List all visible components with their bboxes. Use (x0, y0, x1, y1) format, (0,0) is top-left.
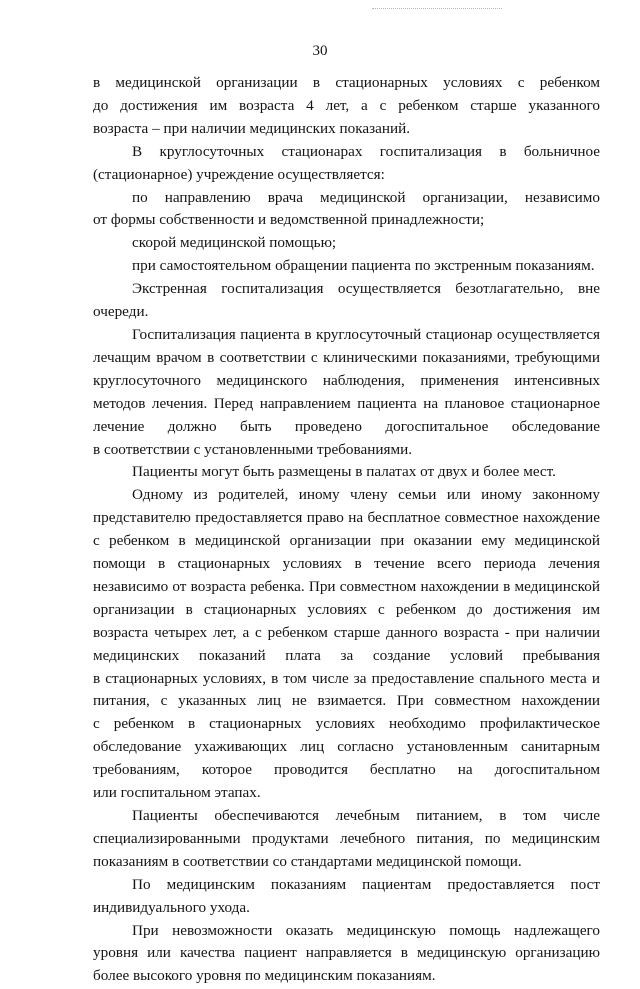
text-line: лечение должно быть проведено догоспитальное обследование (93, 417, 600, 435)
text-line: скорой медицинской помощью; (132, 234, 337, 252)
text-line: (стационарное) учреждение осуществляется: (93, 165, 385, 183)
text-line: Пациенты могут быть размещены в палатах от двух и более мест. (132, 463, 556, 481)
text-line: специализированными продуктами лечебного питания, по медицинским (93, 829, 600, 847)
text-line: возраста четырех лет, а с ребенком старше данного возраста - при наличии (93, 623, 600, 641)
text-line: в стационарных условиях, в том числе за предоставление спального места и (93, 669, 600, 687)
text-line: в соответствии с установленными требованиями. (93, 440, 412, 458)
text-line: Экстренная госпитализация осуществляется безотлагательно, вне (132, 280, 600, 298)
text-line: с ребенком в медицинской организации при оказании ему медицинской (93, 532, 600, 550)
text-line: независимо от возраста ребенка. При совместном нахождении в медицинской (93, 577, 600, 595)
text-line: в медицинской организации в стационарных условиях с ребенком (93, 74, 600, 91)
text-line: обследование ухаживающих лиц согласно установленным санитарным (93, 738, 600, 756)
text-line: с ребенком в стационарных условиях необходимо профилактическое (93, 715, 600, 733)
text-line: круглосуточного медицинского наблюдения, применения интенсивных (93, 371, 600, 389)
text-line: показаниям в соответствии со стандартами медицинской помощи. (93, 852, 522, 870)
text-line: При невозможности оказать медицинскую помощь надлежащего (132, 921, 600, 939)
text-line: очереди. (93, 303, 149, 321)
text-line: до достижения им возраста 4 лет, а с ребенком старше указанного (93, 96, 600, 114)
text-line: индивидуального ухода. (93, 898, 250, 916)
text-line: По медицинским показаниям пациентам предоставляется пост (132, 875, 600, 893)
text-line: или госпитальном этапах. (93, 784, 261, 802)
text-line: методов лечения. Перед направлением пациента на плановое стационарное (93, 394, 600, 412)
text-line: более высокого уровня по медицинским показаниям. (93, 967, 436, 985)
text-line: медицинских показаний плата за создание условий пребывания (93, 646, 600, 664)
text-line: возраста – при наличии медицинских показаний. (93, 119, 411, 137)
text-line: требованиям, которое проводится бесплатно на догоспитальном (93, 761, 600, 779)
document-body (93, 73, 600, 989)
text-line: лечащим врачом в соответствии с клиническими показаниями, требующими (93, 348, 600, 366)
text-line: Одному из родителей, иному члену семьи или иному законному (132, 486, 600, 504)
text-line: организации в стационарных условиях с ребенком до достижения им (93, 600, 600, 618)
scan-artifact (372, 8, 502, 10)
text-line: по направлению врача медицинской организации, независимо (132, 188, 600, 206)
text-line: помощи в стационарных условиях в течение всего периода лечения (93, 555, 600, 573)
text-line: Пациенты обеспечиваются лечебным питанием, в том числе (132, 807, 600, 824)
text-line: уровня или качества пациент направляется в медицинскую организацию (93, 944, 600, 962)
text-line: от формы собственности и ведомственной принадлежности; (93, 211, 485, 229)
text-line: В круглосуточных стационарах госпитализация в больничное (132, 142, 600, 160)
text-line: Госпитализация пациента в круглосуточный стационар осуществляется (132, 325, 600, 343)
page-number: 30 (312, 43, 328, 59)
text-line: представителю предоставляется право на бесплатное совместное нахождение (93, 509, 600, 527)
text-line: питания, с указанных лиц не взимается. При совместном нахождении (93, 692, 600, 710)
text-line: при самостоятельном обращении пациента по экстренным показаниям. (132, 257, 595, 275)
